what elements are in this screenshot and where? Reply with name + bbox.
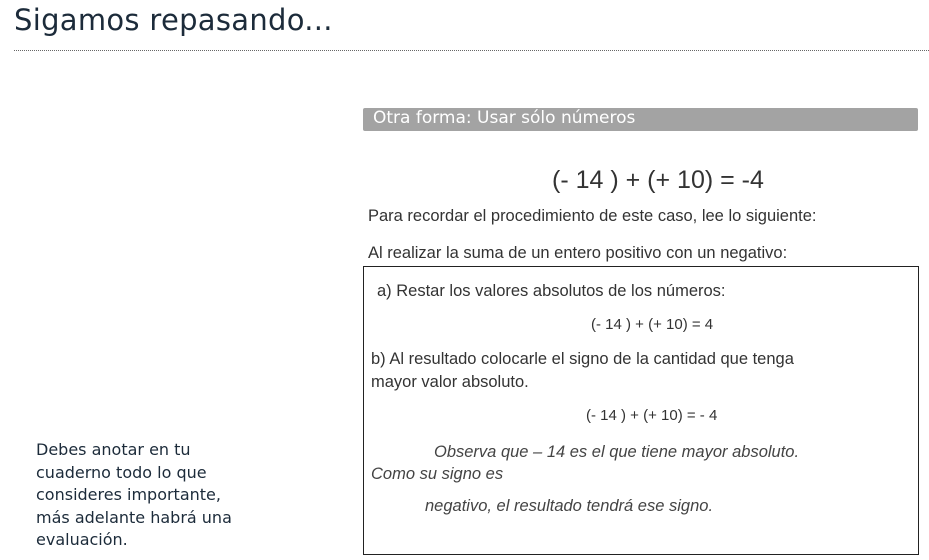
step-a-equation: (- 14 ) + (+ 10) = 4 — [591, 316, 714, 333]
note-line-3: negativo, el resultado tendrá ese signo. — [425, 497, 714, 515]
section-header: Otra forma: Usar sólo números — [363, 108, 918, 131]
rule-intro-text: Al realizar la suma de un entero positivo con un negativo: — [368, 244, 788, 262]
main-equation: (- 14 ) + (+ 10) = -4 — [552, 166, 764, 194]
step-b-text-line2: mayor valor absoluto. — [371, 373, 529, 391]
side-note-line: cuaderno todo lo que — [36, 462, 207, 482]
side-note-line: consideres importante, — [36, 485, 221, 504]
note-line-1: Observa que – 14 es el que tiene mayor absoluto. — [434, 443, 800, 461]
intro-text: Para recordar el procedimiento de este caso, lee lo siguiente: — [368, 207, 817, 225]
title-divider — [14, 50, 929, 51]
page-title: Sigamos repasando... — [14, 3, 333, 37]
step-a-text: a) Restar los valores absolutos de los números: — [377, 282, 726, 300]
side-note — [36, 439, 276, 552]
side-note-line: más adelante habrá una — [36, 507, 232, 527]
note-line-2: Como su signo es — [371, 465, 504, 483]
step-b-equation: (- 14 ) + (+ 10) = - 4 — [586, 407, 718, 424]
side-note-line: evaluación. — [36, 530, 128, 549]
side-note-line: Debes anotar en tu — [36, 440, 191, 459]
step-b-text-line1: b) Al resultado colocarle el signo de la cantidad que tenga — [371, 350, 794, 368]
